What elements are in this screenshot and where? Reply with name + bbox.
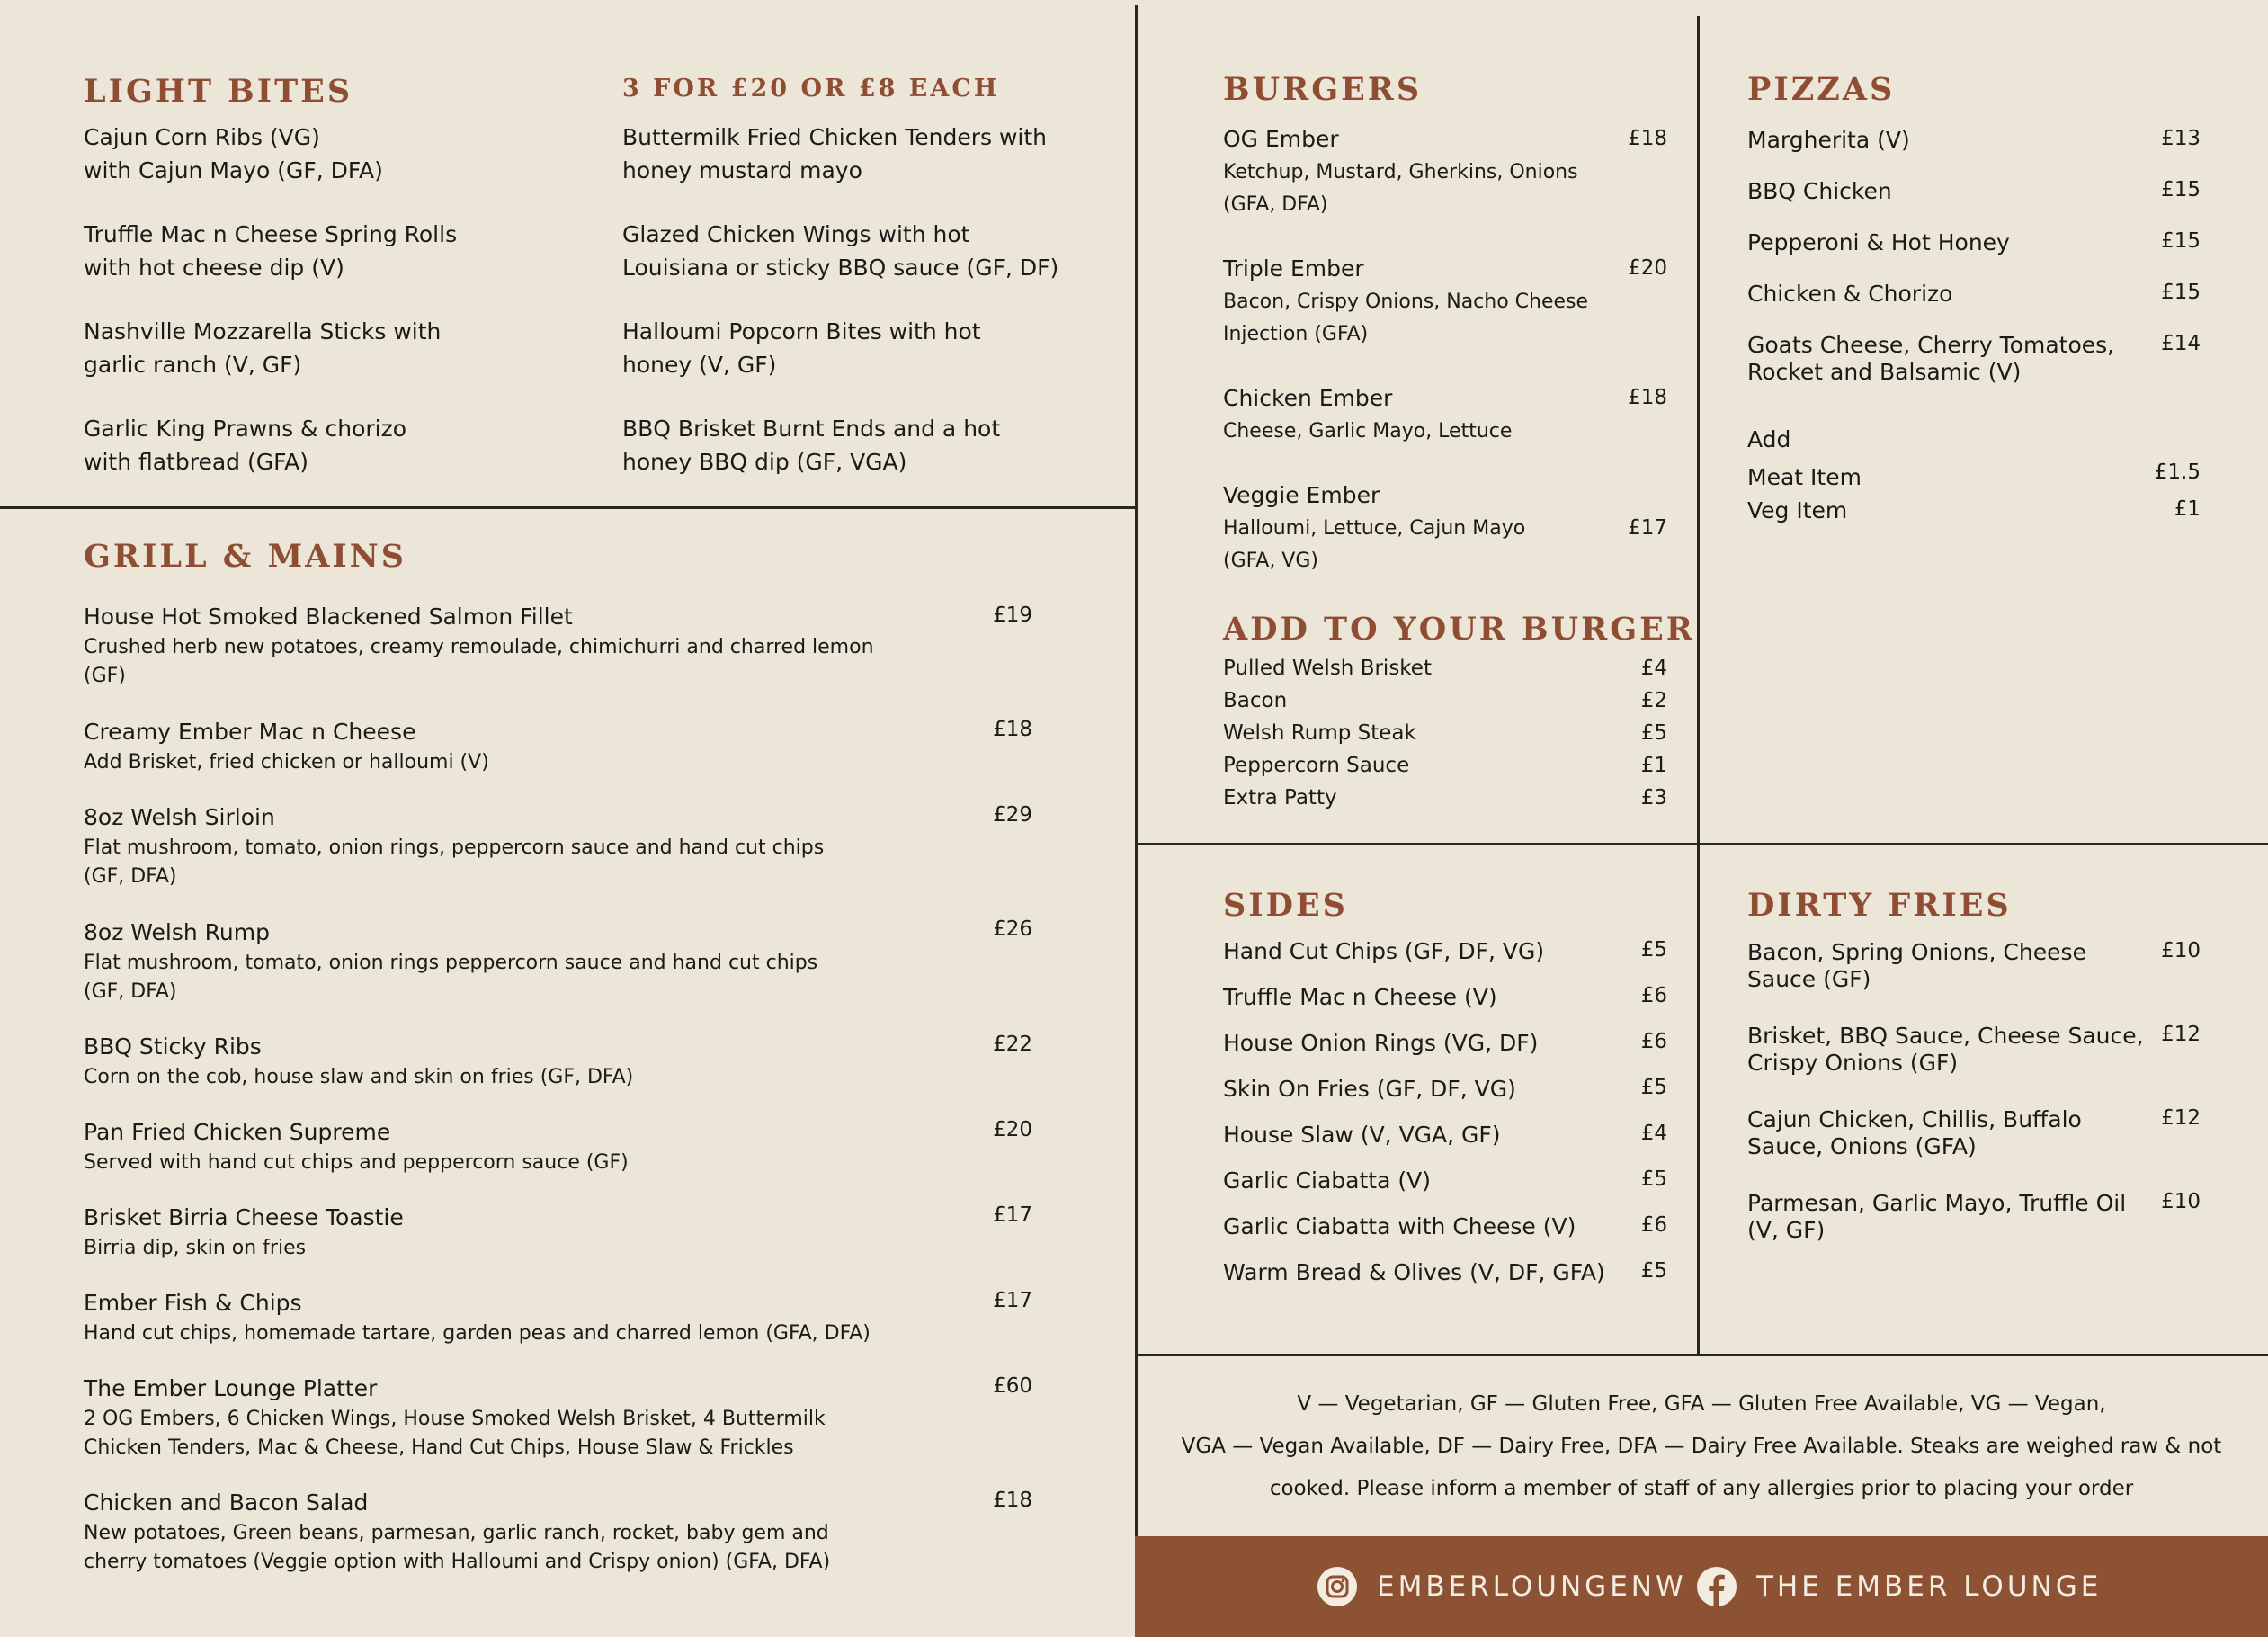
legend-line: VGA — Vegan Available, DF — Dairy Free, DFA — Dairy Free Available. Steaks are weighed raw & not xyxy=(1181,1435,2222,1458)
facebook-link[interactable] xyxy=(1697,1536,2102,1637)
item-price: £18 xyxy=(993,1489,1032,1512)
pizza-add-label: Add xyxy=(1747,426,1791,452)
item-name: OG Ember xyxy=(1223,126,1339,152)
pizza-name: Chicken & Chorizo xyxy=(1747,281,1953,307)
addon-price: £3 xyxy=(1640,786,1667,810)
instagram-handle: EMBERLOUNGENW xyxy=(1377,1570,1687,1603)
pizza-price: £15 xyxy=(2161,281,2201,304)
grill-item xyxy=(84,601,874,691)
item-desc: Birria dip, skin on fries xyxy=(84,1237,307,1260)
dirty-fries-price: £10 xyxy=(2161,939,2201,962)
divider-light-bites-bottom xyxy=(0,506,1135,509)
item-desc: Add Brisket, fried chicken or halloumi (V) xyxy=(84,751,489,774)
item-name: 8oz Welsh Rump xyxy=(84,919,270,945)
grill-item xyxy=(84,1202,404,1263)
side-name: Truffle Mac n Cheese (V) xyxy=(1223,984,1497,1010)
side-name: Garlic Ciabatta (V) xyxy=(1223,1167,1431,1194)
light-bites-heading: LIGHT BITES xyxy=(84,73,353,110)
side-price: £5 xyxy=(1640,1259,1667,1283)
light-bite-item: Garlic King Prawns & chorizo with flatbread (GFA) xyxy=(84,416,407,475)
dirty-fries-item: Brisket, BBQ Sauce, Cheese Sauce, Crispy Onions (GF) xyxy=(1747,1023,2144,1076)
dirty-fries-item: Bacon, Spring Onions, Cheese Sauce (GF) xyxy=(1747,939,2086,992)
divider-legend-top xyxy=(1135,1354,2268,1356)
item-name: 8oz Welsh Sirloin xyxy=(84,804,275,830)
item-desc: Chicken Tenders, Mac & Cheese, Hand Cut Chips, House Slaw & Frickles xyxy=(84,1436,794,1460)
addon-price: £1 xyxy=(1640,754,1667,777)
divider-vertical-center xyxy=(1135,5,1138,1536)
grill-item xyxy=(84,1116,629,1177)
side-price: £6 xyxy=(1640,1030,1667,1053)
dirty-fries-price: £12 xyxy=(2161,1106,2201,1130)
grill-item xyxy=(84,917,817,1006)
item-name: Triple Ember xyxy=(1223,255,1364,282)
instagram-icon xyxy=(1317,1567,1357,1606)
item-price: £18 xyxy=(1628,127,1667,150)
item-desc: Flat mushroom, tomato, onion rings peppercorn sauce and hand cut chips xyxy=(84,952,818,975)
item-desc: Crushed herb new potatoes, creamy remoulade, chimichurri and charred lemon xyxy=(84,636,874,659)
item-desc: (GF, DFA) xyxy=(84,980,177,1004)
side-name: Warm Bread & Olives (V, DF, GFA) xyxy=(1223,1259,1605,1285)
light-bite-item: Truffle Mac n Cheese Spring Rolls with hot cheese dip (V) xyxy=(84,221,458,281)
item-price: £17 xyxy=(993,1203,1032,1227)
pizza-add-item: Veg Item xyxy=(1747,497,1848,523)
pizza-name: Pepperoni & Hot Honey xyxy=(1747,229,2010,255)
item-price: £20 xyxy=(1628,256,1667,280)
light-bite-item: Cajun Corn Ribs (VG) with Cajun Mayo (GF, DFA) xyxy=(84,124,383,183)
grill-item xyxy=(84,1373,826,1463)
light-bites-offer: 3 FOR £20 OR £8 EACH xyxy=(622,75,1000,103)
item-name: Veggie Ember xyxy=(1223,482,1380,508)
grill-item xyxy=(84,801,824,891)
item-name: BBQ Sticky Ribs xyxy=(84,1033,262,1060)
burgers-heading: BURGERS xyxy=(1223,71,1423,108)
divider-burgers-pizzas xyxy=(1697,16,1700,1354)
side-price: £6 xyxy=(1640,1213,1667,1237)
side-price: £5 xyxy=(1640,1076,1667,1099)
dietary-legend xyxy=(1135,1383,2268,1510)
burger-item xyxy=(1223,479,1525,577)
item-desc: Cheese, Garlic Mayo, Lettuce xyxy=(1223,420,1513,443)
light-bite-item: Nashville Mozzarella Sticks with garlic ranch (V, GF) xyxy=(84,318,442,378)
item-desc: Flat mushroom, tomato, onion rings, peppercorn sauce and hand cut chips xyxy=(84,836,825,860)
side-price: £4 xyxy=(1640,1122,1667,1145)
social-footer xyxy=(1135,1536,2268,1637)
facebook-icon xyxy=(1697,1567,1737,1606)
addon-name: Bacon xyxy=(1223,689,1288,712)
light-bite-item: Halloumi Popcorn Bites with hot honey (V, GF) xyxy=(622,318,981,378)
side-name: Skin On Fries (GF, DF, VG) xyxy=(1223,1076,1516,1102)
burger-item xyxy=(1223,381,1512,448)
item-name: Pan Fried Chicken Supreme xyxy=(84,1119,391,1145)
item-desc: Bacon, Crispy Onions, Nacho Cheese xyxy=(1223,291,1589,313)
side-price: £6 xyxy=(1640,984,1667,1007)
item-price: £17 xyxy=(1628,516,1667,540)
sides-heading: SIDES xyxy=(1223,887,1348,924)
light-bite-item: BBQ Brisket Burnt Ends and a hot honey BBQ dip (GF, VGA) xyxy=(622,416,1001,475)
item-price: £18 xyxy=(1628,386,1667,409)
addon-name: Welsh Rump Steak xyxy=(1223,721,1416,745)
addons-heading: ADD TO YOUR BURGER xyxy=(1223,611,1695,648)
pizza-add-price: £1 xyxy=(2174,497,2201,521)
pizzas-heading: PIZZAS xyxy=(1747,71,1896,108)
item-price: £60 xyxy=(993,1374,1032,1398)
item-name: Chicken and Bacon Salad xyxy=(84,1489,369,1516)
item-price: £22 xyxy=(993,1033,1032,1056)
dirty-fries-item: Cajun Chicken, Chillis, Buffalo Sauce, Onions (GFA) xyxy=(1747,1106,2082,1159)
item-desc: cherry tomatoes (Veggie option with Halloumi and Crispy onion) (GFA, DFA) xyxy=(84,1551,831,1574)
side-name: House Slaw (V, VGA, GF) xyxy=(1223,1122,1501,1148)
item-name: House Hot Smoked Blackened Salmon Fillet xyxy=(84,604,573,630)
side-price: £5 xyxy=(1640,938,1667,962)
pizza-name: Goats Cheese, Cherry Tomatoes, Rocket and Balsamic (V) xyxy=(1747,332,2115,385)
dirty-fries-heading: DIRTY FRIES xyxy=(1747,887,2012,924)
pizza-price: £15 xyxy=(2161,178,2201,201)
item-desc: 2 OG Embers, 6 Chicken Wings, House Smoked Welsh Brisket, 4 Buttermilk xyxy=(84,1408,826,1431)
pizza-add-item: Meat Item xyxy=(1747,464,1862,490)
light-bite-item: Glazed Chicken Wings with hot Louisiana or sticky BBQ sauce (GF, DF) xyxy=(622,221,1059,281)
item-name: Brisket Birria Cheese Toastie xyxy=(84,1204,404,1230)
item-desc: (GF) xyxy=(84,665,126,688)
item-name: The Ember Lounge Platter xyxy=(84,1375,378,1401)
grill-item xyxy=(84,1487,830,1577)
item-desc: Hand cut chips, homemade tartare, garden peas and charred lemon (GFA, DFA) xyxy=(84,1322,871,1346)
addon-price: £2 xyxy=(1640,689,1667,712)
addon-name: Extra Patty xyxy=(1223,786,1337,810)
item-desc: Ketchup, Mustard, Gherkins, Onions xyxy=(1223,161,1578,183)
facebook-name: THE EMBER LOUNGE xyxy=(1756,1570,2103,1603)
side-name: Garlic Ciabatta with Cheese (V) xyxy=(1223,1213,1576,1239)
item-price: £26 xyxy=(993,917,1032,941)
side-price: £5 xyxy=(1640,1167,1667,1191)
pizza-add-price: £1.5 xyxy=(2154,461,2201,484)
grill-item xyxy=(84,716,489,777)
item-price: £20 xyxy=(993,1118,1032,1141)
item-desc: New potatoes, Green beans, parmesan, garlic ranch, rocket, baby gem and xyxy=(84,1522,829,1545)
burger-item xyxy=(1223,122,1578,221)
item-desc: (GF, DFA) xyxy=(84,865,177,889)
pizza-price: £15 xyxy=(2161,229,2201,253)
legend-line: V — Vegetarian, GF — Gluten Free, GFA — Gluten Free Available, VG — Vegan, xyxy=(1297,1392,2106,1416)
pizza-name: Margherita (V) xyxy=(1747,127,1910,153)
side-name: Hand Cut Chips (GF, DF, VG) xyxy=(1223,938,1545,964)
instagram-link[interactable] xyxy=(1317,1536,1687,1637)
light-bite-item: Buttermilk Fried Chicken Tenders with honey mustard mayo xyxy=(622,124,1048,183)
item-price: £17 xyxy=(993,1289,1032,1312)
addon-name: Peppercorn Sauce xyxy=(1223,754,1410,777)
addon-price: £4 xyxy=(1640,657,1667,680)
pizza-price: £13 xyxy=(2161,127,2201,150)
dirty-fries-price: £12 xyxy=(2161,1023,2201,1046)
addon-price: £5 xyxy=(1640,721,1667,745)
grill-item xyxy=(84,1031,633,1092)
item-price: £29 xyxy=(993,803,1032,827)
grill-item xyxy=(84,1287,871,1348)
legend-line: cooked. Please inform a member of staff of any allergies prior to placing your order xyxy=(1269,1477,2134,1500)
item-desc: Injection (GFA) xyxy=(1223,323,1369,345)
item-price: £18 xyxy=(993,718,1032,741)
addon-name: Pulled Welsh Brisket xyxy=(1223,657,1432,680)
pizza-price: £14 xyxy=(2161,332,2201,355)
dirty-fries-price: £10 xyxy=(2161,1190,2201,1213)
item-desc: Corn on the cob, house slaw and skin on fries (GF, DFA) xyxy=(84,1066,634,1089)
burger-item xyxy=(1223,252,1588,351)
divider-upper-right-bottom xyxy=(1135,843,2268,845)
item-desc: (GFA, DFA) xyxy=(1223,193,1328,216)
item-desc: (GFA, VG) xyxy=(1223,550,1318,572)
item-price: £19 xyxy=(993,604,1032,627)
item-desc: Served with hand cut chips and peppercorn sauce (GF) xyxy=(84,1151,629,1175)
grill-mains-heading: GRILL & MAINS xyxy=(84,538,407,575)
dirty-fries-item: Parmesan, Garlic Mayo, Truffle Oil (V, GF) xyxy=(1747,1190,2127,1243)
item-desc: Halloumi, Lettuce, Cajun Mayo xyxy=(1223,517,1526,540)
side-name: House Onion Rings (VG, DF) xyxy=(1223,1030,1539,1056)
item-name: Ember Fish & Chips xyxy=(84,1290,302,1316)
item-name: Chicken Ember xyxy=(1223,385,1393,411)
item-name: Creamy Ember Mac n Cheese xyxy=(84,719,416,745)
pizza-name: BBQ Chicken xyxy=(1747,178,1892,204)
